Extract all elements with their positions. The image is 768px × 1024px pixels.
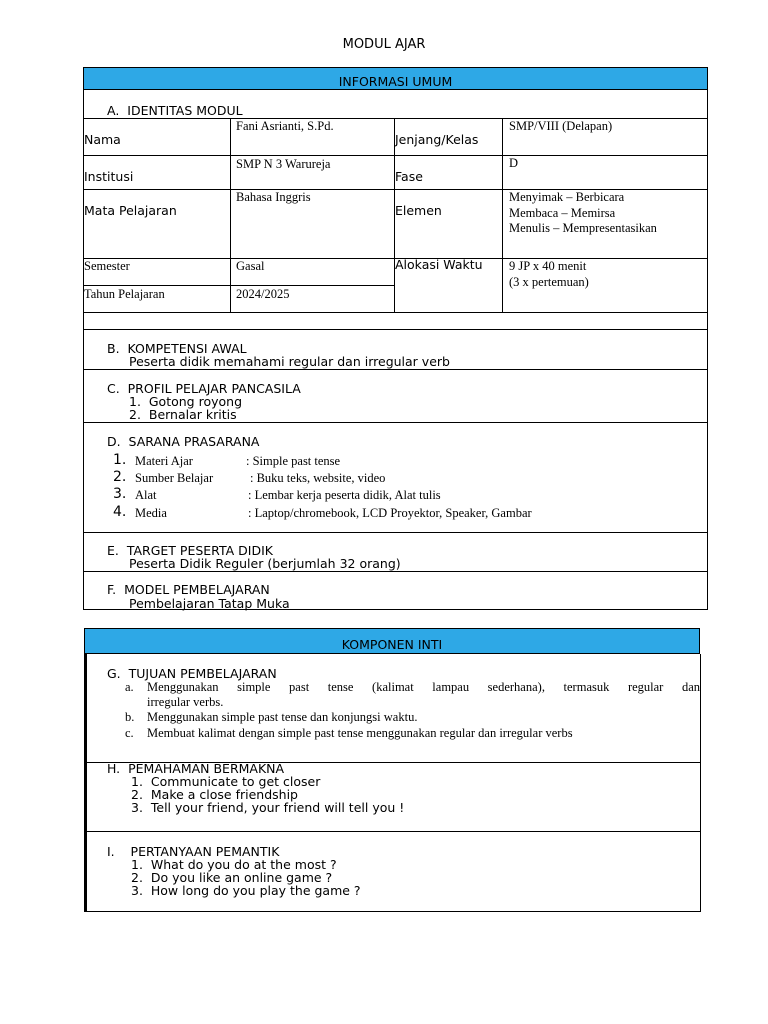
fase-label: Fase — [395, 169, 423, 184]
tahun-value: 2024/2025 — [236, 287, 290, 301]
tujuan-b-text: Menggunakan simple past tense dan konjungsi waktu. — [147, 710, 418, 724]
grid-line — [83, 118, 708, 119]
jenjang-label: Jenjang/Kelas — [395, 132, 479, 147]
tujuan-a-line2: irregular verbs. — [147, 695, 224, 709]
pertanyaan-heading: I. PERTANYAAN PEMANTIK — [107, 844, 280, 859]
komponen-inti-header-label: KOMPONEN INTI — [341, 637, 443, 652]
sarana-label-3: Alat — [135, 488, 157, 502]
nama-label: Nama — [84, 132, 121, 147]
sarana-heading: D. SARANA PRASARANA — [107, 434, 260, 449]
informasi-umum-header-label: INFORMASI UMUM — [338, 74, 453, 89]
sarana-label-4: Media — [135, 506, 167, 520]
tahun-label: Tahun Pelajaran — [84, 287, 165, 301]
identitas-heading: A. IDENTITAS MODUL — [107, 103, 243, 118]
nama-value: Fani Asrianti, S.Pd. — [236, 119, 334, 133]
profil-item-2: 2. Bernalar kritis — [129, 407, 237, 422]
pemahaman-heading: H. PEMAHAMAN BERMAKNA — [107, 761, 285, 776]
informasi-umum-header — [84, 68, 707, 90]
section-divider — [83, 369, 708, 370]
tujuan-a-line1: Menggunakan simple past tense (kalimat lampau sederhana), termasuk regular dan — [147, 680, 700, 694]
sarana-num-3: 3. — [113, 486, 127, 502]
tujuan-c-label: c. — [125, 726, 134, 740]
profil-heading: C. PROFIL PELAJAR PANCASILA — [107, 381, 301, 396]
fase-value: D — [509, 156, 519, 170]
sarana-num-2: 2. — [113, 469, 127, 485]
grid-line — [83, 312, 708, 313]
pertanyaan-item-1: 1. What do you do at the most ? — [131, 857, 337, 872]
institusi-label: Institusi — [84, 169, 134, 184]
mapel-label: Mata Pelajaran — [84, 203, 177, 218]
sarana-num-4: 4. — [113, 504, 127, 520]
section-divider — [83, 422, 708, 423]
sarana-value-3: : Lembar kerja peserta didik, Alat tulis — [248, 488, 441, 502]
grid-line — [502, 118, 503, 312]
target-heading: E. TARGET PESERTA DIDIK — [107, 543, 273, 558]
kompetensi-heading: B. KOMPETENSI AWAL — [107, 341, 247, 356]
mapel-value: Bahasa Inggris — [236, 190, 311, 204]
tujuan-heading: G. TUJUAN PEMBELAJARAN — [107, 666, 277, 681]
section-divider — [83, 532, 708, 533]
grid-line — [83, 285, 394, 286]
alokasi-value-2: (3 x pertemuan) — [509, 275, 589, 289]
elemen-value-3: Menulis – Mempresentasikan — [509, 221, 657, 235]
sarana-label-1: Materi Ajar — [135, 454, 193, 468]
alokasi-value-1: 9 JP x 40 menit — [509, 259, 587, 273]
semester-value: Gasal — [236, 259, 265, 273]
sarana-num-1: 1. — [113, 452, 127, 468]
pemahaman-item-1: 1. Communicate to get closer — [131, 774, 321, 789]
elemen-value-2: Membaca – Memirsa — [509, 206, 616, 220]
tujuan-a-label: a. — [125, 680, 134, 694]
section-divider — [84, 831, 701, 832]
grid-line — [83, 155, 708, 156]
grid-line — [83, 329, 708, 330]
komponen-inti-header — [84, 628, 700, 654]
jenjang-value: SMP/VIII (Delapan) — [509, 119, 613, 133]
sarana-value-1: : Simple past tense — [246, 454, 341, 468]
section-divider — [83, 571, 708, 572]
semester-label: Semester — [84, 259, 130, 273]
elemen-label: Elemen — [395, 203, 442, 218]
elemen-value-1: Menyimak – Berbicara — [509, 190, 625, 204]
tujuan-c-text: Membuat kalimat dengan simple past tense menggunakan regular dan irregular verbs — [147, 726, 573, 740]
document-title: MODUL AJAR — [342, 37, 426, 52]
model-heading: F. MODEL PEMBELAJARAN — [107, 582, 270, 597]
informasi-umum-table — [83, 67, 708, 610]
pemahaman-item-3: 3. Tell your friend, your friend will tell you ! — [131, 800, 405, 815]
tujuan-b-label: b. — [125, 710, 135, 724]
pertanyaan-item-3: 3. How long do you play the game ? — [131, 883, 361, 898]
sarana-value-4: : Laptop/chromebook, LCD Proyektor, Speaker, Gambar — [248, 506, 532, 520]
model-text: Pembelajaran Tatap Muka — [129, 596, 290, 611]
pemahaman-item-2: 2. Make a close friendship — [131, 787, 298, 802]
grid-line — [230, 118, 231, 312]
kompetensi-text: Peserta didik memahami regular dan irregular verb — [129, 354, 450, 369]
pertanyaan-item-2: 2. Do you like an online game ? — [131, 870, 333, 885]
profil-item-1: 1. Gotong royong — [129, 394, 243, 409]
alokasi-label: Alokasi Waktu — [395, 257, 483, 272]
sarana-value-2: : Buku teks, website, video — [250, 471, 386, 485]
institusi-value: SMP N 3 Warureja — [236, 157, 331, 171]
sarana-label-2: Sumber Belajar — [135, 471, 214, 485]
target-text: Peserta Didik Reguler (berjumlah 32 orang) — [129, 556, 401, 571]
